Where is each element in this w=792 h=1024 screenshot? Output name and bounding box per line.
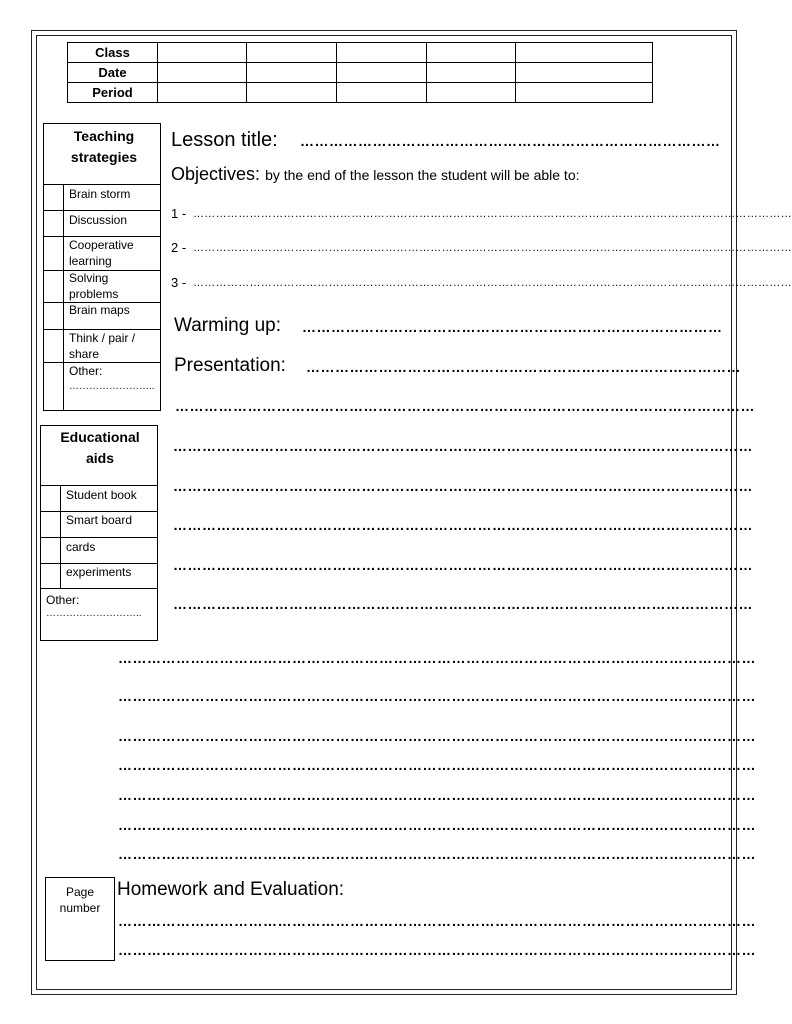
strategy-row[interactable] [44,362,160,410]
table-cell[interactable] [516,43,653,63]
aid-row[interactable] [41,537,157,563]
page-number-box[interactable] [45,877,115,961]
presentation-line[interactable]: ………………………………………………………………………………………………………… [173,478,753,494]
table-cell[interactable] [247,43,337,63]
objective-dots[interactable]: …………………………………………………………………………………………………………………………………………… [193,277,792,289]
table-cell[interactable] [337,43,427,63]
presentation-line[interactable]: …………………………………………………………………………………………………………………… [118,757,756,773]
strategy-checkbox[interactable] [44,271,64,302]
date-label: Date [68,63,158,83]
objectives-text: by the end of the lesson the student will be able to: [265,167,580,183]
presentation-label: Presentation: [174,355,286,376]
class-date-period-table [67,42,653,103]
table-cell[interactable] [516,63,653,83]
lesson-title-label: Lesson title: [171,129,278,151]
objectives-label: Objectives: [171,164,261,184]
strategy-label: Think / pair / share [69,331,136,361]
aid-other-row[interactable] [41,588,157,640]
aid-label: Student book [66,488,137,502]
strategy-checkbox[interactable] [44,185,64,210]
presentation-line[interactable]: …………………………………………………………………………………………………………………… [118,817,756,833]
table-row [68,63,653,83]
strategy-row[interactable] [44,329,160,362]
table-cell[interactable] [247,63,337,83]
strategy-label: Other: [69,364,103,378]
aid-row[interactable] [41,563,157,588]
strategy-row[interactable] [44,302,160,329]
aid-other-dots[interactable]: ……………………….. [46,608,142,619]
table-cell[interactable] [158,83,247,103]
objective-number: 1 - [171,206,187,221]
strategy-row[interactable] [44,270,160,302]
class-label: Class [68,43,158,63]
table-cell[interactable] [158,43,247,63]
aid-checkbox[interactable] [41,564,61,588]
homework-label: Homework and Evaluation: [117,879,345,900]
educational-aids-title: Educational aids [60,429,140,466]
presentation-line[interactable]: …………………………………………………………………………………………………………………… [118,650,756,666]
table-cell[interactable] [337,63,427,83]
strategy-checkbox[interactable] [44,303,64,329]
objectives-heading [171,164,580,185]
objective-dots[interactable]: …………………………………………………………………………………………………………………………………………… [193,242,792,254]
table-cell[interactable] [427,43,516,63]
aid-checkbox[interactable] [41,512,61,537]
presentation-dots[interactable]: ……………………………………………………………………………… [306,359,741,375]
strategy-row[interactable] [44,236,160,270]
period-label: Period [68,83,158,103]
table-cell[interactable] [427,63,516,83]
presentation-line[interactable]: …………………………………………………………………………………………………………………… [118,688,756,704]
objective-dots[interactable]: …………………………………………………………………………………………………………………………………………… [193,208,792,220]
table-cell[interactable] [247,83,337,103]
lesson-title-dots[interactable]: …………………………………………………………………………… [300,133,721,149]
warming-up-label: Warming up: [174,315,281,336]
teaching-strategies-box [43,123,161,411]
table-row [68,43,653,63]
homework-line[interactable]: …………………………………………………………………………………………………………………… [118,913,756,929]
presentation-line[interactable]: ………………………………………………………………………………………………………… [173,596,753,612]
strategy-label: Brain maps [69,303,130,317]
strategy-checkbox[interactable] [44,363,64,410]
strategy-label: Cooperative learning [69,238,134,268]
homework-line[interactable]: …………………………………………………………………………………………………………………… [118,942,756,958]
strategy-row[interactable] [44,210,160,236]
aid-other-label: Other: [46,593,80,607]
objective-number: 2 - [171,240,187,255]
strategy-checkbox[interactable] [44,211,64,236]
table-cell[interactable] [337,83,427,103]
warming-up-dots[interactable]: …………………………………………………………………………… [302,319,723,335]
strategy-checkbox[interactable] [44,237,64,270]
presentation-line[interactable]: …………………………………………………………………………………………………………………… [118,846,756,862]
presentation-line[interactable]: …………………………………………………………………………………………………………………… [118,728,756,744]
aid-checkbox[interactable] [41,538,61,563]
strategy-other-dots[interactable]: …………………….. [69,381,155,392]
aid-row[interactable] [41,485,157,511]
aid-checkbox[interactable] [41,486,61,511]
strategy-checkbox[interactable] [44,330,64,362]
teaching-strategies-title: Teaching strategies [70,128,138,165]
presentation-line[interactable]: ………………………………………………………………………………………………………… [173,438,753,454]
table-cell[interactable] [158,63,247,83]
table-row [68,83,653,103]
aid-label: experiments [66,565,132,579]
presentation-line[interactable]: ………………………………………………………………………………………………………… [173,557,753,573]
strategy-row[interactable] [44,184,160,210]
table-cell[interactable] [516,83,653,103]
aid-row[interactable] [41,511,157,537]
educational-aids-box [40,425,158,641]
page-number-label: Page number [59,885,101,915]
aid-label: cards [66,540,96,554]
presentation-line[interactable]: ………………………………………………………………………………………………………… [175,398,755,414]
aid-label: Smart board [66,513,133,527]
table-cell[interactable] [427,83,516,103]
presentation-line[interactable]: ………………………………………………………………………………………………………… [173,517,753,533]
strategy-label: Solving problems [69,271,119,301]
strategy-label: Brain storm [69,187,131,201]
objective-number: 3 - [171,275,187,290]
strategy-label: Discussion [69,213,128,227]
presentation-line[interactable]: …………………………………………………………………………………………………………………… [118,787,756,803]
